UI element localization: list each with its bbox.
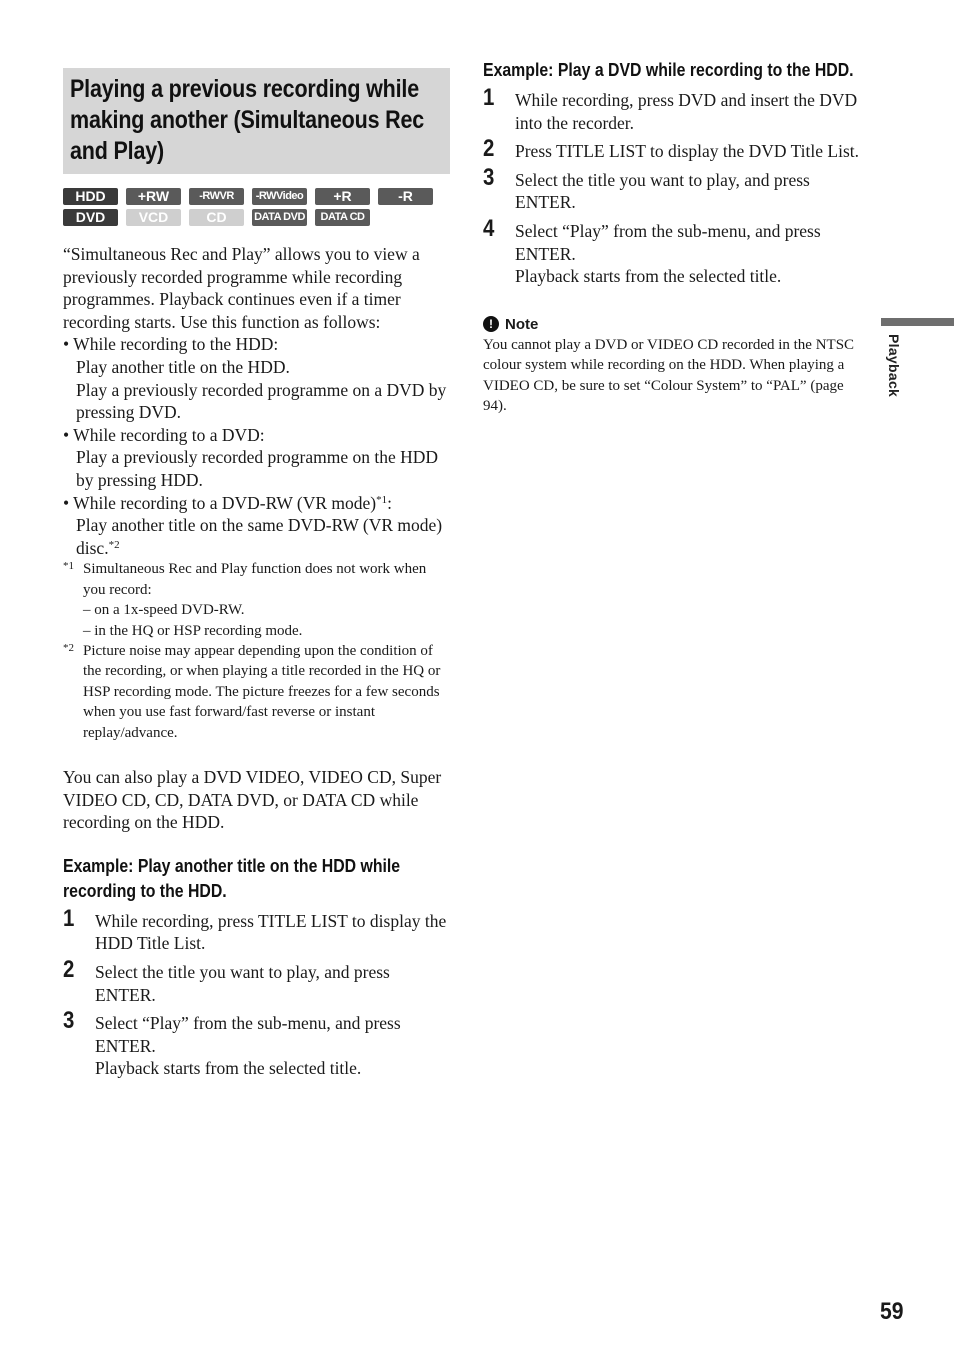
left-column (63, 68, 450, 1080)
step-number: 2 (483, 135, 495, 163)
bullet-hdd: • While recording to the HDD: (63, 334, 279, 355)
media-badges (63, 188, 450, 226)
step (483, 163, 868, 214)
page-number: 59 (880, 1298, 904, 1325)
badge-data-dvd: DATA DVD (252, 209, 307, 226)
footnote-1-mark: *1 (63, 560, 74, 573)
step-number: 1 (483, 84, 495, 111)
bullet-dvd: • While recording to a DVD: (63, 424, 265, 445)
bullet-dvd-line: Play a previously recorded programme on the HDD by pressing HDD. (76, 447, 439, 490)
also-play-paragraph: You can also play a DVD VIDEO, VIDEO CD, Super VIDEO CD, CD, DATA DVD, or DATA CD while recording on the HDD. (63, 766, 442, 833)
bullet-hdd-line: Play another title on the HDD. (76, 356, 290, 377)
step-text: Select “Play” from the sub-menu, and press ENTER. (95, 1013, 401, 1056)
badge-minus-rw-vr: -RWVR (189, 188, 244, 205)
step-result: Playback starts from the selected title. (95, 1058, 362, 1079)
footnote-ref-2: *2 (108, 538, 120, 551)
badge-cd: CD (189, 209, 244, 226)
note-title: Note (505, 315, 539, 333)
step-number: 1 (63, 904, 75, 932)
intro-paragraph: “Simultaneous Rec and Play” allows you to view a previously recorded programme while recording programmes. Playback continues even if a timer recording starts. Use this function as follows: (63, 244, 420, 332)
bullet-dvd-rw-colon: : (387, 492, 392, 513)
bullet-dvd-rw-lead: • While recording to a DVD-RW (VR mode) (63, 492, 377, 513)
bullet-dvd-rw-line (63, 514, 450, 559)
bullet-dvd-rw-body: Play another title on the same DVD-RW (VR mode) disc. (76, 515, 443, 558)
side-tab-label: Playback (886, 334, 902, 398)
step-text: Select the title you want to play, and press ENTER. (515, 169, 810, 213)
step (483, 135, 868, 163)
example-hdd (63, 854, 450, 1080)
step-number: 3 (63, 1007, 75, 1035)
usage-bullets (63, 333, 450, 559)
footnote-1-item: – on a 1x-speed DVD-RW. (83, 602, 245, 619)
footnote-2-mark: *2 (63, 641, 74, 654)
step-number: 3 (483, 163, 495, 191)
example-hdd-heading: Example: Play another title on the HDD while recording to the HDD. (63, 855, 401, 901)
footnote-1-item: – in the HQ or HSP recording mode. (83, 622, 303, 639)
footnote-2-text: Picture noise may appear depending upon the condition of the recording, or when playing a title recorded in the HQ or HSP recording mode. The picture freezes for a few seconds when you use fast forward/fast reverse or instant replay/advance. (83, 642, 441, 741)
note-icon: ! (483, 316, 499, 332)
badge-plus-rw: +RW (126, 188, 181, 205)
right-column (483, 58, 868, 416)
step (483, 214, 868, 288)
step-text: Press TITLE LIST to display the DVD Title List. (515, 141, 860, 162)
badge-data-cd: DATA CD (315, 209, 370, 226)
footnote-1-text: Simultaneous Rec and Play function does not work when you record: (83, 561, 427, 598)
step-number: 2 (63, 955, 75, 983)
badge-row-1 (63, 188, 450, 205)
section-title-box (63, 68, 450, 174)
step-text: While recording, press TITLE LIST to display the HDD Title List. (95, 910, 447, 954)
footnote-2 (63, 641, 450, 743)
footnotes (63, 559, 450, 743)
badge-hdd: HDD (63, 188, 118, 205)
bullet-dvd-rw (63, 492, 450, 515)
step-text: Select “Play” from the sub-menu, and press ENTER. (515, 220, 821, 264)
badge-minus-r: -R (378, 188, 433, 205)
step-text: Select the title you want to play, and press ENTER. (95, 961, 390, 1005)
note-header (483, 316, 868, 333)
footnote-ref-1: *1 (376, 493, 388, 506)
example-dvd-heading: Example: Play a DVD while recording to the HDD. (483, 60, 854, 80)
badge-minus-rw-video: -RWVideo (252, 188, 307, 205)
step (63, 955, 450, 1006)
bullet-hdd-line: Play a previously recorded programme on a DVD by pressing DVD. (76, 379, 447, 423)
section-title: Playing a previous recording while making another (Simultaneous Rec and Play) (70, 75, 425, 165)
note-box (483, 316, 868, 417)
step (63, 904, 450, 955)
step (483, 84, 868, 134)
footnote-1 (63, 559, 450, 600)
step-text: While recording, press DVD and insert the DVD into the recorder. (515, 90, 858, 133)
step-result: Playback starts from the selected title. (515, 266, 782, 287)
badge-plus-r: +R (315, 188, 370, 205)
note-text: You cannot play a DVD or VIDEO CD recorded in the NTSC colour system while recording on the HDD. When playing a VIDEO CD, be sure to set “Colour System” to “PAL” (page 94). (483, 336, 855, 414)
badge-vcd: VCD (126, 209, 181, 226)
badge-dvd: DVD (63, 209, 118, 226)
badge-row-2 (63, 209, 450, 226)
step-number: 4 (483, 214, 495, 242)
side-tab-bar (881, 318, 954, 326)
step (63, 1007, 450, 1080)
